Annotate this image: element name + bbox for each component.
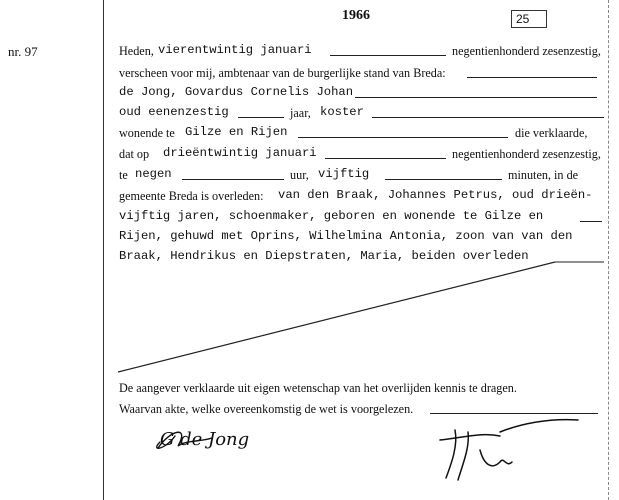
record-number: nr. 97 [8,44,38,59]
closing-line-2: Waarvan akte, welke overeenkomstig de wet is voorgelezen. [119,402,414,416]
line-7-tail: minuten, in de [508,168,579,182]
line-1-date: vierentwintig januari [158,43,312,57]
informant-age: oud eenenzestig [119,105,229,119]
void-diagonal-line [118,262,555,372]
line-2-fill: verscheen voor mij, ambtenaar van de burgerlijke stand van Breda: [119,66,446,80]
signature-left-text: G de Jong [160,429,250,450]
record-year: 1966 [342,8,370,23]
page-number-box: 25 [511,10,547,28]
deceased-line-1: van den Braak, Johannes Petrus, oud drieën- [278,188,593,202]
signature-left [157,429,249,450]
closing-line-1: De aangever verklaarde uit eigen wetenschap van het overlijden kennis te dragen. [119,381,517,395]
deceased-line-2: vijftig jaren, schoenmaker, geboren en wonende te Gilze en [119,209,544,223]
informant-name: de Jong, Govardus Cornelis Johan [119,85,354,99]
line-8-fill: gemeente Breda is overleden: [119,189,264,203]
line-7-mid: uur, [290,168,309,182]
informant-residence: Gilze en Rijen [185,125,288,139]
death-hour: negen [135,167,172,181]
deceased-line-3: Rijen, gehuwd met Oprins, Wilhelmina Antonia, zoon van van den [119,229,573,243]
line-4-mid: jaar, [290,106,311,120]
deceased-line-4: Braak, Hendrikus en Diepstraten, Maria, beiden overleden [119,249,529,263]
death-minutes: vijftig [318,167,370,181]
line-6-fill: dat op [119,147,150,161]
line-7-fill: te [119,168,128,182]
line-5-fill: wonende te [119,126,175,140]
line-1-tail: negentienhonderd zesenzestig, [452,44,601,58]
line-6-tail: negentienhonderd zesenzestig, [452,147,601,161]
signature-right [440,420,578,480]
line-5-tail: die verklaarde, [515,126,588,140]
line-1-fill: Heden, [119,44,154,58]
death-date: drieëntwintig januari [163,146,317,160]
informant-occupation: koster [320,105,364,119]
